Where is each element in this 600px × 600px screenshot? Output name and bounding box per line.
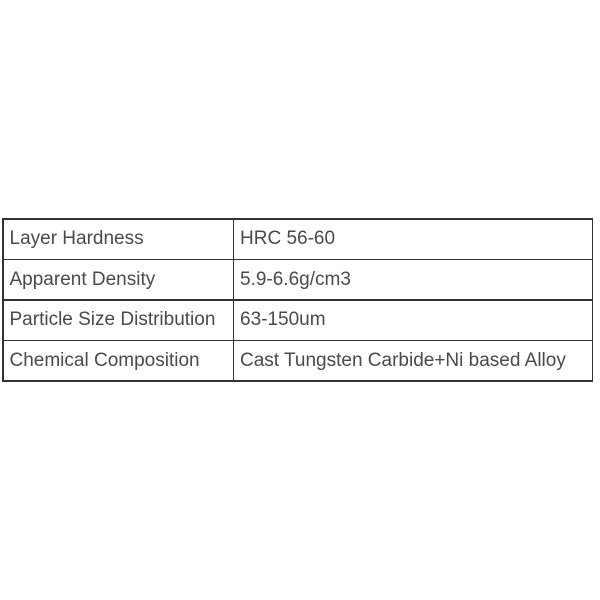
spec-table	[2, 218, 593, 382]
spec-value-cell: 63-150um	[234, 301, 592, 340]
spec-property-cell: Layer Hardness	[4, 220, 233, 259]
spec-value-cell: HRC 56-60	[234, 220, 592, 259]
spec-property-cell: Apparent Density	[4, 260, 233, 299]
spec-value-cell: Cast Tungsten Carbide+Ni based Alloy	[234, 341, 592, 380]
spec-value-cell: 5.9-6.6g/cm3	[234, 260, 592, 299]
spec-property-cell: Chemical Composition	[4, 341, 233, 380]
spec-property-cell: Particle Size Distribution	[4, 301, 233, 340]
